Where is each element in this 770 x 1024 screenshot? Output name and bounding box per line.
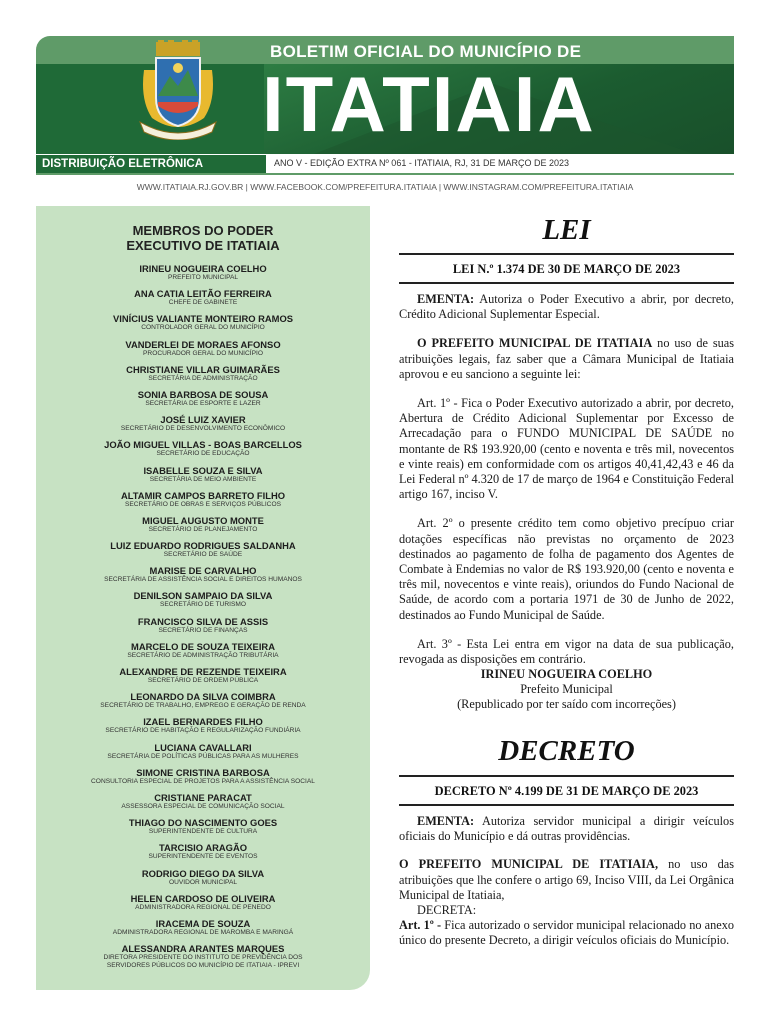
decreto-heading: DECRETO (498, 735, 635, 767)
lei-signer: IRINEU NOGUEIRA COELHO (480, 667, 653, 682)
member-role: ADMINISTRADORA REGIONAL DE PENEDO (135, 903, 271, 911)
decreto-article-1: Art. 1º - Fica autorizado o servidor municipal relacionado no anexo único do presente Decreto, a dirigir veículos oficiais do Município. (399, 918, 734, 948)
member-role: ADMINISTRADORA REGIONAL DE MAROMBA E MARINGÁ (112, 928, 294, 936)
lei-article-1: Art. 1º - Fica o Poder Executivo autorizado a abrir, por decreto, Abertura de Crédito Adicional Suplementar por Excesso de Arrecadação para o FUNDO MUNICIPAL DE SAÚDE no montante de R$ 193.920,00 (cento e noventa e três mil, novecentos e vinte reais) em conformidade com os artigos 40,41,42,43 e 46 da Lei Federal nº 4.320 de 17 de março de 1964 e Constituição Federal artigo 167, inciso V. (399, 396, 734, 502)
member-role: SECRETÁRIA DE MEIO AMBIENTE (149, 475, 257, 483)
member-name: ALESSANDRA ARANTES MARQUES (121, 943, 285, 955)
member-entry (36, 893, 370, 918)
decreto-decreta: DECRETA: (417, 903, 477, 918)
member-name: SIMONE CRISTINA BARBOSA (136, 766, 270, 778)
member-role: ASSESSORA ESPECIAL DE COMUNICAÇÃO SOCIAL (121, 802, 285, 810)
decreto-number: DECRETO Nº 4.199 DE 31 DE MARÇO DE 2023 (434, 784, 699, 798)
member-name: CHRISTIANE VILLAR GUIMARÃES (126, 363, 280, 375)
member-entry (36, 490, 370, 515)
member-role: SECRETÁRIO DE PLANEJAMENTO (148, 525, 258, 533)
member-role: SECRETÁRIO DE EDUCAÇÃO (156, 450, 250, 458)
member-role: SECRETÁRIO DE SAÚDE (163, 551, 243, 559)
member-entry (36, 641, 370, 666)
edition-info: ANO V - EDIÇÃO EXTRA Nº 061 - ITATIAIA, RJ, 31 DE MARÇO DE 2023 (274, 158, 570, 168)
member-name: IRINEU NOGUEIRA COELHO (139, 263, 267, 274)
member-entry (36, 943, 370, 979)
member-entry (36, 565, 370, 590)
member-role: OUVIDOR MUNICIPAL (168, 878, 238, 886)
member-name: ISABELLE SOUZA E SILVA (143, 464, 263, 476)
bulletin-title: BOLETIM OFICIAL DO MUNICÍPIO DE (270, 42, 582, 61)
member-name: ANA CATIA LEITÃO FERREIRA (134, 288, 272, 300)
member-role: PROCURADOR GERAL DO MUNICÍPIO (143, 349, 263, 357)
member-role: SECRETÁRIO DE FINANÇAS (158, 626, 248, 634)
member-entry (36, 515, 370, 540)
member-role: CONSULTORIA ESPECIAL DE PROJETOS PARA A ASSISTÊNCIA SOCIAL (91, 777, 315, 785)
member-role: DIRETORA PRESIDENTE DO INSTITUTO DE PREVIDÊNCIA DOS (103, 954, 303, 962)
sidebar-title: MEMBROS DO PODER EXECUTIVO DE ITATIAIA (126, 223, 280, 253)
member-entry (36, 590, 370, 615)
member-name: MARISE DE CARVALHO (149, 565, 257, 577)
municipality-name: ITATIAIA (262, 60, 596, 148)
member-role: SUPERINTENDENTE DE CULTURA (148, 828, 258, 836)
member-entry (36, 364, 370, 389)
member-entry (36, 389, 370, 414)
member-entry (36, 288, 370, 313)
member-role: SECRETÁRIO DE ADMINISTRAÇÃO TRIBUTÁRIA (127, 651, 279, 659)
member-role: SECRETÁRIA DE ASSISTÊNCIA SOCIAL E DIREITOS HUMANOS (104, 576, 302, 584)
member-entry (36, 716, 370, 741)
member-name: TARCISIO ARAGÃO (158, 842, 248, 854)
member-entry (36, 817, 370, 842)
member-role: SECRETÁRIA DE POLÍTICAS PÚBLICAS PARA AS MULHERES (107, 752, 299, 760)
member-entry (36, 918, 370, 943)
decreto-preamble: O PREFEITO MUNICIPAL DE ITATIAIA, no uso das atribuições que lhe confere o artigo 69, Inciso VIII, da Lei Orgânica Municipal de Itatiaia, (399, 857, 735, 902)
member-name: VANDERLEI DE MORAES AFONSO (125, 338, 281, 350)
member-role: PREFEITO MUNICIPAL (167, 274, 239, 281)
member-name: LUCIANA CAVALLARI (154, 741, 252, 753)
member-name: LUIZ EDUARDO RODRIGUES SALDANHA (110, 540, 296, 552)
member-entry (36, 792, 370, 817)
coat-of-arms-icon (138, 40, 218, 140)
lei-rule-top (399, 253, 734, 255)
member-name: FRANCISCO SILVA DE ASSIS (137, 615, 269, 627)
member-name: DENILSON SAMPAIO DA SILVA (133, 590, 273, 602)
members-list (36, 263, 370, 979)
member-entry (36, 414, 370, 439)
member-name: LEONARDO DA SILVA COIMBRA (130, 691, 276, 703)
member-role: CHEFE DE GABINETE (168, 299, 238, 307)
member-entry (36, 616, 370, 641)
member-role: SECRETÁRIA DE ADMINISTRAÇÃO (148, 374, 258, 382)
member-role: SERVIDORES PÚBLICOS DO MUNICÍPIO DE ITATIAIA - IPREVI (106, 962, 300, 970)
member-role: SECRETÁRIO DE HABITAÇÃO E REGULARIZAÇÃO FUNDIÁRIA (105, 727, 301, 735)
lei-article-2: Art. 2º o presente crédito tem como objetivo precípuo criar dotações específicas não previstas no orçamento de 2023 destinados ao pagamento de folha de pagamento dos Agentes de Combate à Endemias no valor de R$ 193.920,00 (cento e noventa e três mil, novecentos e vinte reais), oriundos do Fundo Nacional de Saúde, de acordo com a portaria 1971 de 30 de Junho de 2022, destinados ao Fundo Municipal de Saúde. (399, 516, 734, 622)
lei-body (399, 292, 734, 712)
member-role: SECRETÁRIO DE TRABALHO, EMPREGO E GERAÇÃO DE RENDA (100, 702, 306, 710)
member-entry (36, 767, 370, 792)
lei-signer-role: Prefeito Municipal (520, 682, 613, 697)
member-name: SONIA BARBOSA DE SOUSA (137, 388, 269, 400)
header-divider (36, 173, 734, 175)
member-role: SECRETÁRIO DE OBRAS E SERVIÇOS PÚBLICOS (125, 500, 281, 508)
member-role: SECRETÁRIO DE TURISMO (160, 601, 246, 609)
decreto-ementa: EMENTA: Autoriza servidor municipal a dirigir veículos oficiais do Município e dá outras providências. (399, 814, 734, 844)
member-role: SECRETÁRIO DE ORDEM PÚBLICA (147, 677, 259, 684)
member-entry (36, 439, 370, 464)
decreto-body (399, 814, 734, 949)
lei-ementa: EMENTA: Autoriza o Poder Executivo a abrir, por decreto, Crédito Adicional Suplementar Especial. (399, 292, 734, 322)
member-name: JOÃO MIGUEL VILLAS - BOAS BARCELLOS (104, 439, 302, 451)
member-entry (36, 666, 370, 691)
member-entry (36, 868, 370, 893)
web-links[interactable]: WWW.ITATIAIA.RJ.GOV.BR | WWW.FACEBOOK.COM/PREFEITURA.ITATIAIA | WWW.INSTAGRAM.COM/PREFEITURA.ITATIAIA (136, 182, 634, 192)
decreto-rule-bottom (399, 804, 734, 806)
lei-rule-bottom (399, 282, 734, 284)
distribution-label: DISTRIBUIÇÃO ELETRÔNICA (36, 155, 266, 173)
member-entry (36, 263, 370, 288)
member-entry (36, 313, 370, 338)
member-name: JOSÉ LUIZ XAVIER (160, 414, 246, 426)
member-name: IZAEL BERNARDES FILHO (143, 716, 263, 728)
member-role: CONTROLADOR GERAL DO MUNICÍPIO (141, 324, 265, 332)
member-role: SECRETÁRIA DE ESPORTE E LAZER (145, 399, 261, 407)
member-name: VINÍCIUS VALIANTE MONTEIRO RAMOS (112, 313, 294, 325)
member-entry (36, 339, 370, 364)
lei-republication-note: (Republicado por ter saído com incorreções) (457, 697, 676, 712)
lei-preamble: O PREFEITO MUNICIPAL DE ITATIAIA no uso de suas atribuições legais, faz saber que a Câmara Municipal de Itatiaia aprovou e eu sanciono a seguinte lei: (399, 336, 735, 381)
member-name: CRISTIANE PARACAT (154, 791, 252, 803)
member-role: SUPERINTENDENTE DE EVENTOS (148, 853, 258, 861)
member-name: RODRIGO DIEGO DA SILVA (141, 867, 265, 879)
member-entry (36, 691, 370, 716)
member-name: IRACEMA DE SOUZA (155, 917, 251, 929)
lei-number: LEI N.º 1.374 DE 30 DE MARÇO DE 2023 (452, 262, 681, 276)
member-entry (36, 842, 370, 867)
member-role: SECRETÁRIO DE DESENVOLVIMENTO ECONÔMICO (120, 425, 286, 433)
member-name: ALTAMIR CAMPOS BARRETO FILHO (120, 489, 286, 501)
lei-heading: LEI (542, 214, 591, 246)
lei-article-3: Art. 3º - Esta Lei entra em vigor na data de sua publicação, revogada as disposições em contrário. (399, 636, 734, 667)
member-name: MIGUEL AUGUSTO MONTE (142, 514, 264, 526)
member-name: HELEN CARDOSO DE OLIVEIRA (130, 892, 276, 904)
member-entry (36, 465, 370, 490)
member-name: MARCELO DE SOUZA TEIXEIRA (131, 640, 275, 652)
member-entry (36, 540, 370, 565)
member-name: ALEXANDRE DE REZENDE TEIXEIRA (119, 666, 287, 677)
member-entry (36, 742, 370, 767)
member-name: THIAGO DO NASCIMENTO GOES (128, 817, 278, 829)
decreto-rule-top (399, 775, 734, 777)
